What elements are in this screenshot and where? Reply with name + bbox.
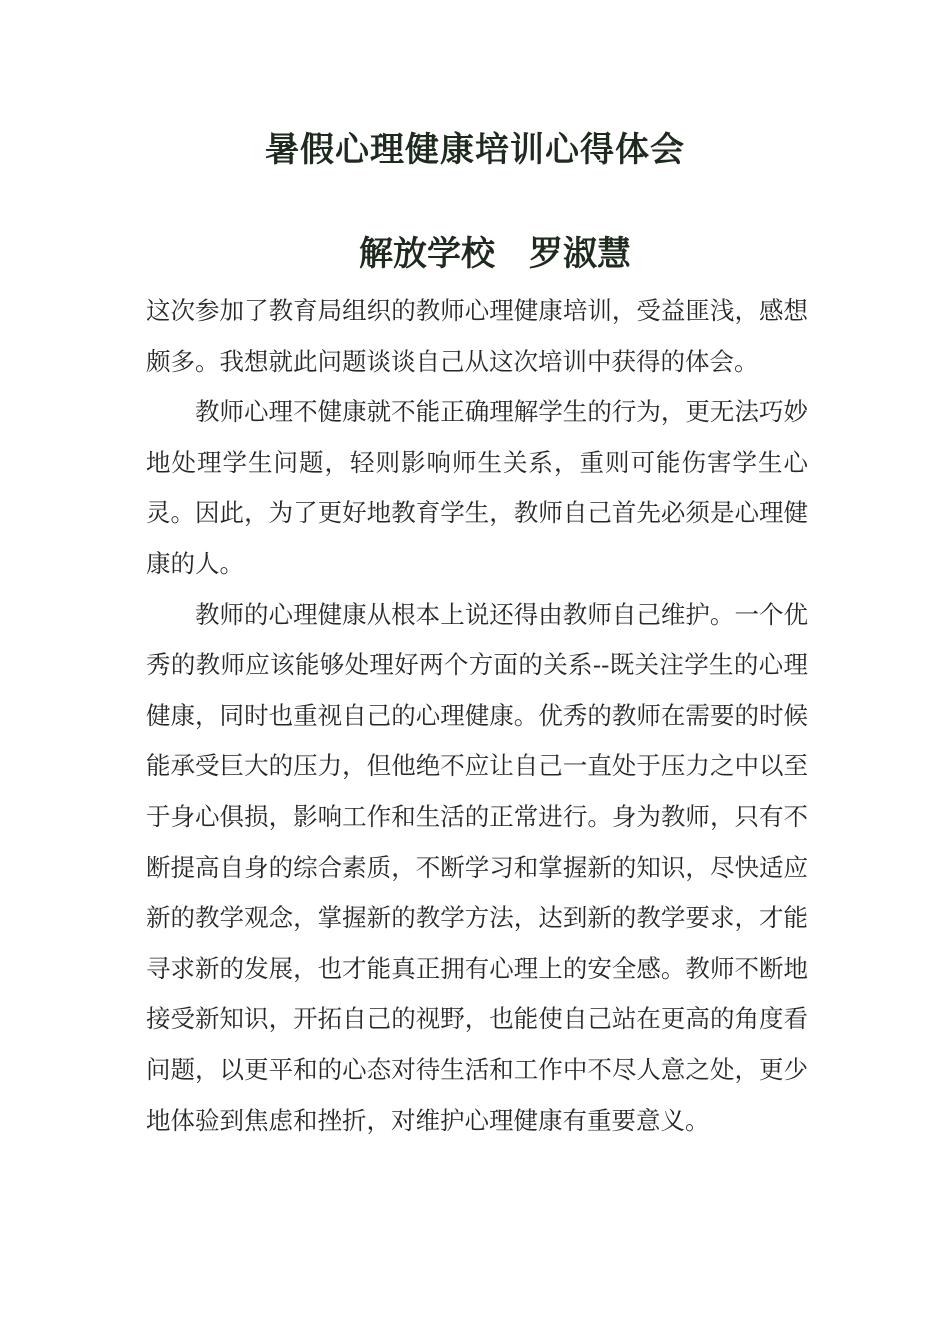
document-author: 解放学校 罗淑慧 — [359, 234, 631, 274]
document-body — [146, 286, 808, 1146]
paragraph-3: 教师的心理健康从根本上说还得由教师自己维护。一个优秀的教师应该能够处理好两个方面的关系--既关注学生的心理健康，同时也重视自己的心理健康。优秀的教师在需要的时候能承受巨大的压力，但他绝不应让自己一直处于压力之中以至于身心俱损，影响工作和生活的正常进行。身为教师，只有不断提高自身的综合素质，不断学习和掌握新的知识，尽快适应新的教学观念，掌握新的教学方法，达到新的教学要求，才能寻求新的发展，也才能真正拥有心理上的安全感。教师不断地接受新知识，开拓自己的视野，也能使自己站在更高的角度看问题，以更平和的心态对待生活和工作中不尽人意之处，更少地体验到焦虑和挫折，对维护心理健康有重要意义。 — [146, 599, 808, 1135]
document-title: 暑假心理健康培训心得体会 — [265, 130, 685, 170]
paragraph-2: 教师心理不健康就不能正确理解学生的行为，更无法巧妙地处理学生问题，轻则影响师生关系，重则可能伤害学生心灵。因此，为了更好地教育学生，教师自己首先必须是心理健康的人。 — [146, 397, 808, 578]
paragraph-1: 这次参加了教育局组织的教师心理健康培训，受益匪浅，感想颇多。我想就此问题谈谈自己从这次培训中获得的体会。 — [146, 296, 808, 376]
